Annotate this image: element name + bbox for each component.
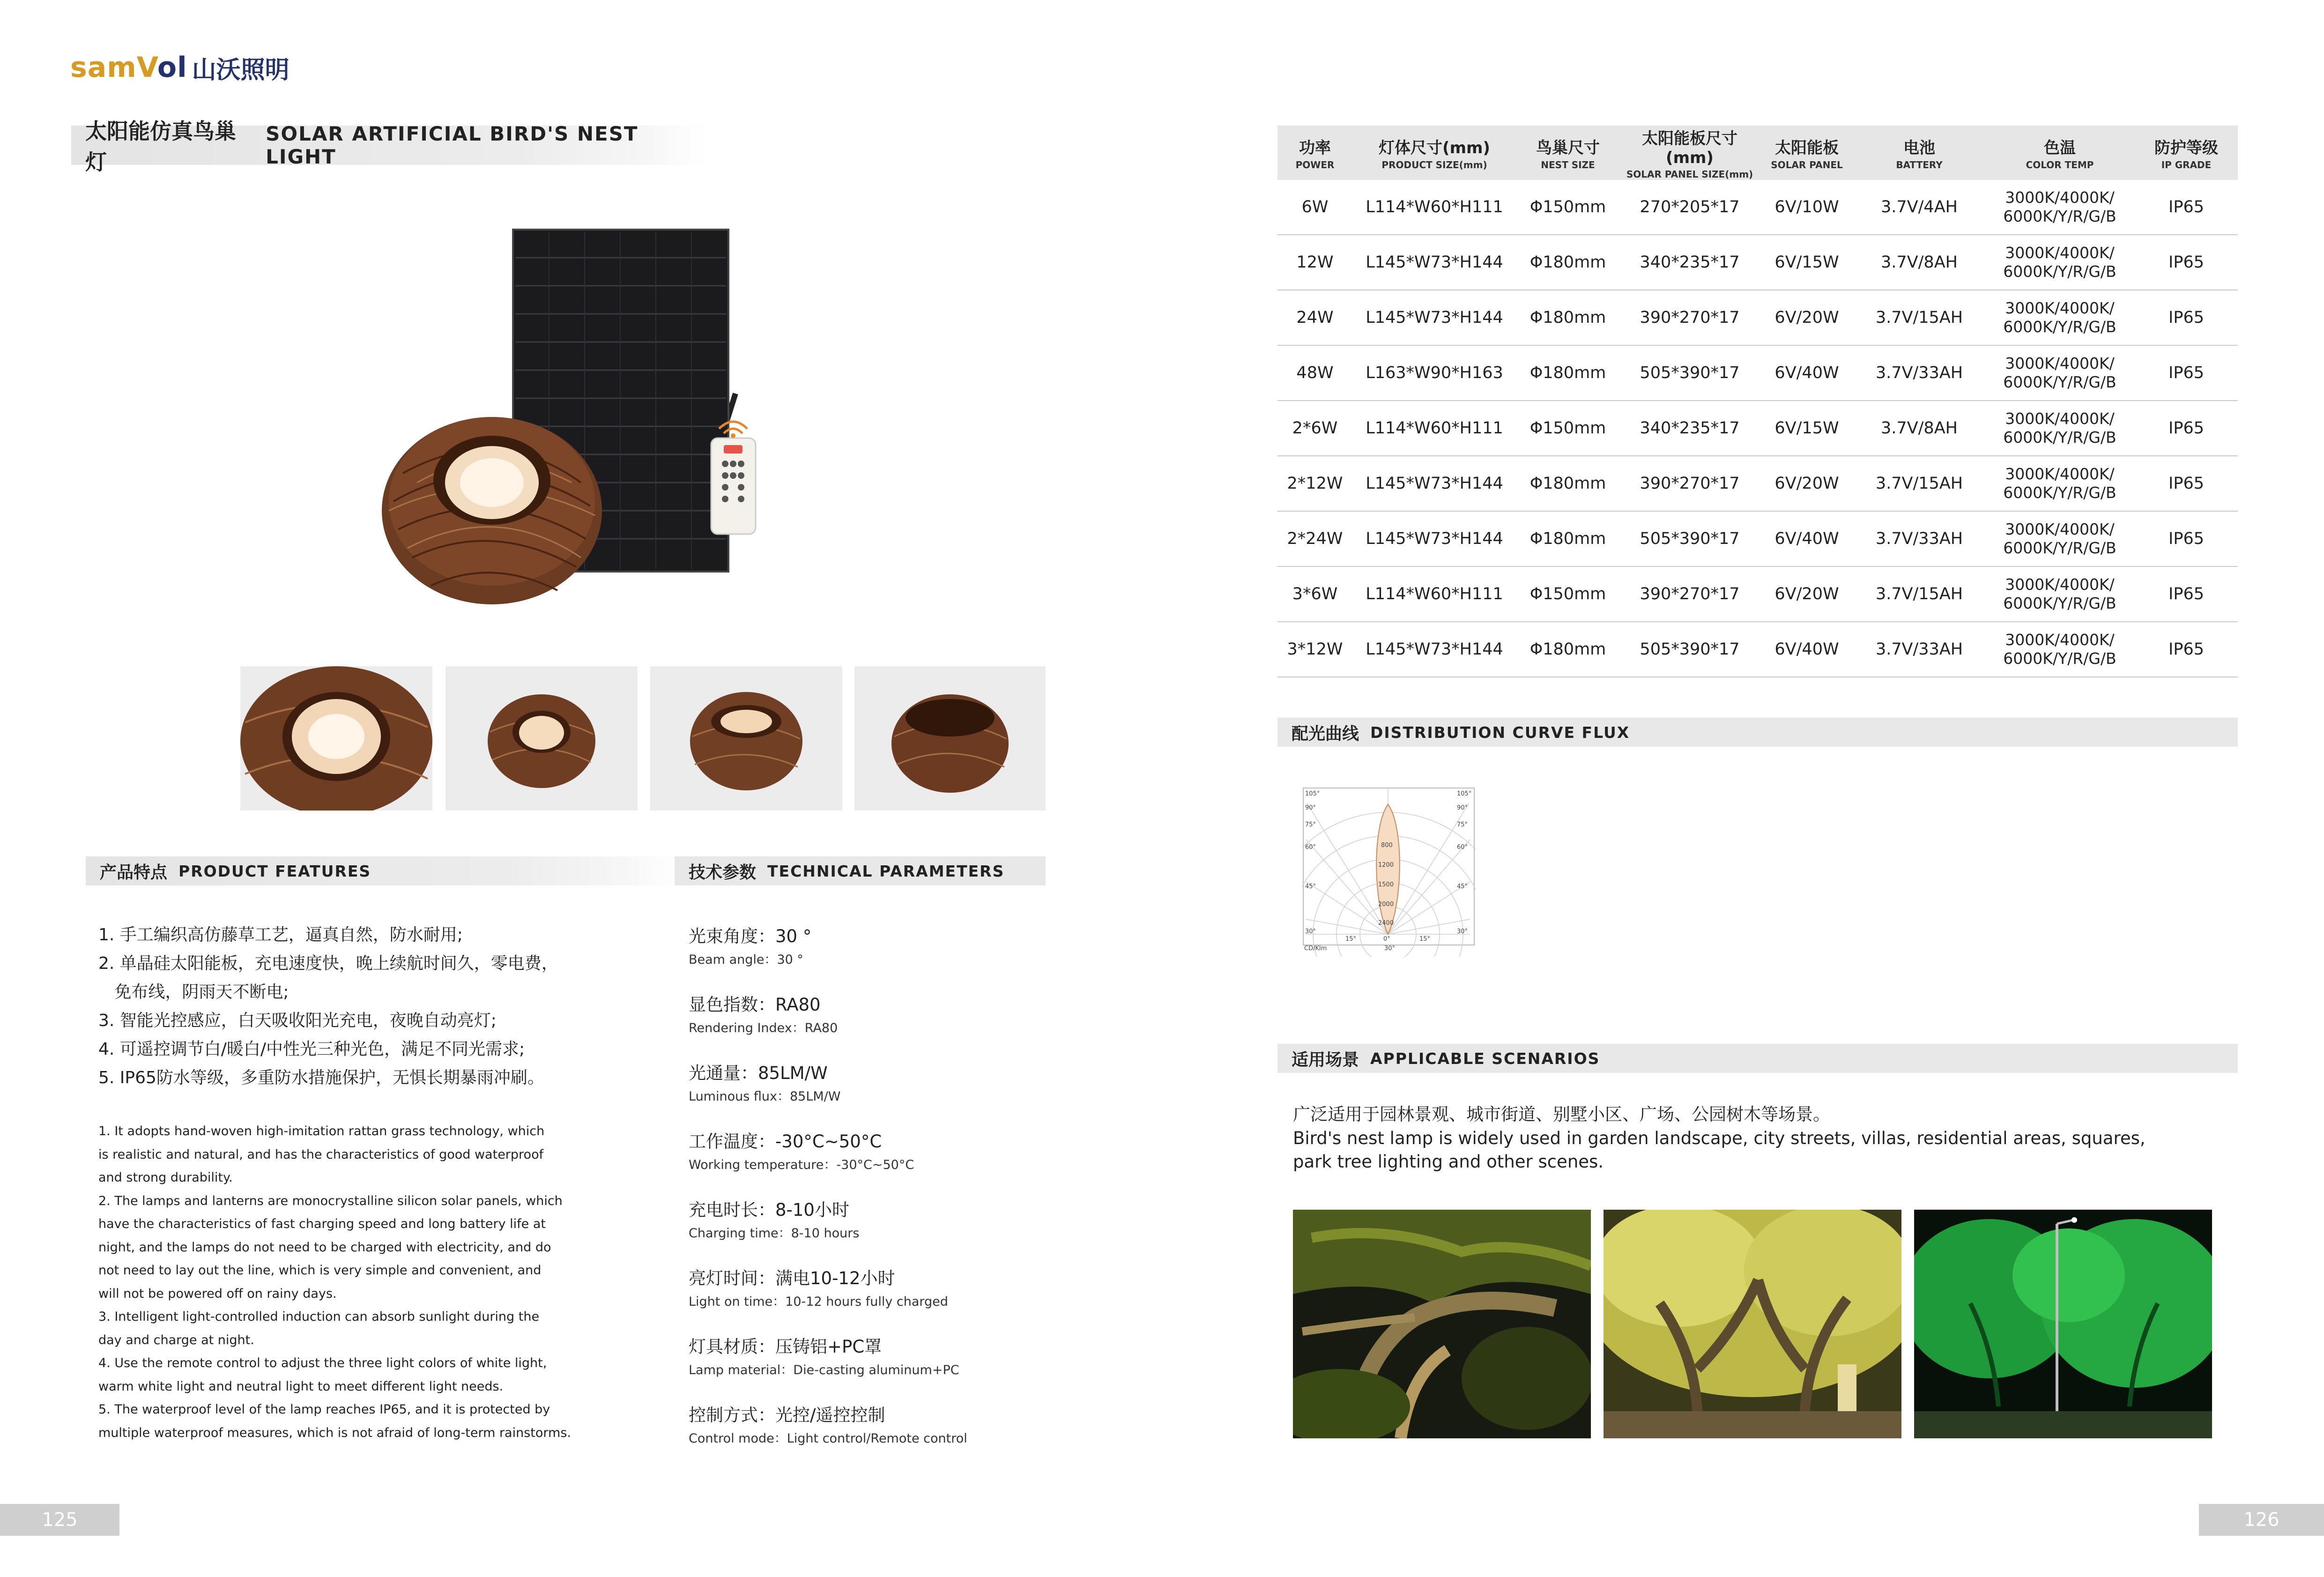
scene-photo-garden [1293, 1210, 1591, 1438]
nest-small-icon [445, 666, 638, 811]
feature-en-line: 2. The lamps and lanterns are monocrystalline silicon solar panels, which [98, 1193, 563, 1208]
feature-en-line: 3. Intelligent light-controlled induction can absorb sunlight during the [98, 1309, 540, 1324]
col-header: 电池 BATTERY [1854, 126, 1985, 180]
angle-label: 60° [1305, 844, 1316, 851]
brand-logo-cn: 山沃照明 [192, 56, 290, 84]
tech-param: 亮灯时间：满电10-12小时 Light on time：10-12 hours fully charged [689, 1268, 948, 1309]
table-row: 2*24W L145*W73*H144 Φ180mm 505*390*17 6V/40W 3.7V/33AH 3000K/4000K/ 6000K/Y/R/G/B IP65 [1277, 511, 2238, 566]
col-header: 防护等级 IP GRADE [2135, 126, 2238, 180]
angle-label: 0° [1383, 936, 1390, 943]
tech-param: 光束角度：30 ° Beam angle：30 ° [689, 926, 812, 967]
feature-en-line: and strong durability. [98, 1170, 233, 1185]
scenarios-text-cn: 广泛适用于园林景观、城市街道、别墅小区、广场、公园树木等场景。 [1293, 1104, 1830, 1124]
table-row: 24W L145*W73*H144 Φ180mm 390*270*17 6V/20W 3.7V/15AH 3000K/4000K/ 6000K/Y/R/G/B IP65 [1277, 290, 2238, 345]
scene-photo-street [1604, 1210, 1901, 1438]
table-row: 2*6W L114*W60*H111 Φ150mm 340*235*17 6V/15W 3.7V/8AH 3000K/4000K/ 6000K/Y/R/G/B IP65 [1277, 401, 2238, 456]
product-title-cn: 太阳能仿真鸟巢灯 [85, 119, 236, 175]
spec-table-header [1277, 126, 2238, 180]
distribution-header-en: DISTRIBUTION CURVE FLUX [1370, 723, 1630, 742]
distribution-header-cn: 配光曲线 [1292, 724, 1359, 744]
feature-en-line: not need to lay out the line, which is very simple and convenient, and [98, 1263, 542, 1278]
feature-cn-line: 5. IP65防水等级，多重防水措施保护，无惧长期暴雨冲刷。 [98, 1068, 544, 1087]
feature-cn-line: 3. 智能光控感应，白天吸收阳光充电，夜晚自动亮灯; [98, 1011, 497, 1030]
angle-label: 90° [1457, 804, 1468, 811]
angle-label: 30° [1457, 928, 1468, 935]
polar-curve [1302, 783, 1476, 957]
col-header: 太阳能板 SOLAR PANEL [1760, 126, 1854, 180]
angle-label: 45° [1457, 883, 1468, 890]
product-title-bar [71, 119, 708, 175]
garden-tree-photo [1293, 1210, 1591, 1438]
unit-label: CD/Klm [1304, 945, 1327, 952]
col-header: 功率 POWER [1277, 126, 1352, 180]
tech-param: 充电时长：8-10小时 Charging time：8-10 hours [689, 1200, 860, 1241]
features-en-list [98, 1120, 675, 1444]
angle-label: 105° [1457, 790, 1472, 797]
feature-cn-line: 4. 可遥控调节白/暖白/中性光三种光色，满足不同光需求; [98, 1040, 525, 1059]
brand-logo-en: samVol [70, 51, 187, 84]
feature-en-line: 4. Use the remote control to adjust the three light colors of white light, [98, 1356, 547, 1370]
angle-label: 105° [1305, 790, 1320, 797]
intensity-label: 2400 [1378, 920, 1394, 927]
scenarios-header-cn: 适用场景 [1292, 1050, 1359, 1070]
feature-en-line: 5. The waterproof level of the lamp reaches IP65, and it is protected by [98, 1402, 550, 1417]
nest-lit-icon [240, 666, 432, 811]
nest-side-icon [650, 666, 842, 811]
feature-en-line: night, and the lamps do not need to be charged with electricity, and do [98, 1240, 551, 1255]
park-tree-photo [1914, 1210, 2212, 1438]
angle-label: 15° [1419, 936, 1431, 943]
feature-en-line: 1. It adopts hand-woven high-imitation rattan grass technology, which [98, 1124, 545, 1138]
scenarios-text-en-2: park tree lighting and other scenes. [1293, 1152, 1604, 1172]
feature-cn-line: 免布线，阴雨天不断电; [98, 982, 289, 1002]
tech-header-en: TECHNICAL PARAMETERS [767, 862, 1005, 880]
tech-param: 显色指数：RA80 Rendering Index：RA80 [689, 995, 838, 1035]
spec-table [1277, 126, 2238, 677]
tech-param: 光通量：85LM/W Luminous flux：85LM/W [689, 1063, 841, 1104]
distribution-header [1277, 718, 2238, 747]
tech-param: 控制方式：光控/遥控控制 Control mode：Light control/Remote control [689, 1405, 967, 1446]
tech-param: 工作温度：-30°C~50°C Working temperature：-30°C~50°C [689, 1131, 914, 1172]
feature-en-line: multiple waterproof measures, which is not afraid of long-term rainstorms. [98, 1425, 571, 1440]
features-header-en: PRODUCT FEATURES [178, 862, 371, 880]
beam-label: 30° [1384, 945, 1396, 952]
angle-label: 45° [1305, 883, 1316, 890]
angle-label: 90° [1305, 804, 1316, 811]
tech-params-list [689, 922, 1035, 1469]
col-header: 鸟巢尺寸 NEST SIZE [1516, 126, 1619, 180]
tech-param: 灯具材质：压铸铝+PC罩 Lamp material：Die-casting aluminum+PC [689, 1337, 959, 1377]
feature-cn-line: 2. 单晶硅太阳能板，充电速度快，晚上续航时间久，零电费， [98, 954, 558, 973]
table-row: 3*12W L145*W73*H144 Φ180mm 505*390*17 6V/40W 3.7V/33AH 3000K/4000K/ 6000K/Y/R/G/B IP65 [1277, 622, 2238, 677]
spec-table-wrap [1277, 126, 2238, 677]
street-tree-photo [1604, 1210, 1901, 1438]
scenarios-header [1277, 1044, 2238, 1073]
features-header [86, 856, 681, 885]
intensity-label: 1200 [1378, 862, 1394, 869]
feature-en-line: warm white light and neutral light to meet different light needs. [98, 1379, 504, 1394]
product-main-image [375, 220, 796, 632]
table-row: 3*6W L114*W60*H111 Φ150mm 390*270*17 6V/20W 3.7V/15AH 3000K/4000K/ 6000K/Y/R/G/B IP65 [1277, 566, 2238, 622]
table-row: 2*12W L145*W73*H144 Φ180mm 390*270*17 6V/20W 3.7V/15AH 3000K/4000K/ 6000K/Y/R/G/B IP65 [1277, 456, 2238, 511]
angle-label: 75° [1305, 821, 1316, 828]
product-thumbnail [650, 666, 842, 811]
feature-cn-line: 1. 手工编织高仿藤草工艺，逼真自然，防水耐用; [98, 925, 463, 945]
scenarios-header-en: APPLICABLE SCENARIOS [1370, 1049, 1600, 1068]
page-number-right: 126 [2199, 1504, 2324, 1536]
page-number-left: 125 [0, 1504, 119, 1536]
tech-header-cn: 技术参数 [689, 863, 757, 882]
angle-label: 30° [1305, 928, 1316, 935]
product-title-en: SOLAR ARTIFICIAL BIRD'S NEST LIGHT [266, 122, 639, 168]
angle-label: 60° [1457, 844, 1468, 851]
table-row: 48W L163*W90*H163 Φ180mm 505*390*17 6V/40W 3.7V/33AH 3000K/4000K/ 6000K/Y/R/G/B IP65 [1277, 345, 2238, 401]
tech-header [675, 856, 1046, 885]
angle-label: 15° [1345, 936, 1357, 943]
feature-en-line: will not be powered off on rainy days. [98, 1286, 337, 1301]
angle-label: 75° [1457, 821, 1468, 828]
distribution-curve [1302, 783, 1476, 957]
features-cn-list [98, 921, 675, 1092]
col-header: 色温 COLOR TEMP [1985, 126, 2135, 180]
col-header: 太阳能板尺寸(mm) SOLAR PANEL SIZE(mm) [1619, 126, 1760, 180]
table-row: 12W L145*W73*H144 Φ180mm 340*235*17 6V/15W 3.7V/8AH 3000K/4000K/ 6000K/Y/R/G/B IP65 [1277, 235, 2238, 290]
scenarios-text-en-1: Bird's nest lamp is widely used in garden landscape, city streets, villas, residential areas, squares, [1293, 1128, 2146, 1148]
intensity-label: 800 [1381, 842, 1393, 849]
brand-logo [70, 49, 290, 86]
feature-en-line: have the characteristics of fast charging speed and long battery life at [98, 1217, 546, 1231]
table-row: 6W L114*W60*H111 Φ150mm 270*205*17 6V/10W 3.7V/4AH 3000K/4000K/ 6000K/Y/R/G/B IP65 [1277, 180, 2238, 235]
scene-photo-park [1914, 1210, 2212, 1438]
col-header: 灯体尺寸(mm) PRODUCT SIZE(mm) [1352, 126, 1516, 180]
product-illustration [375, 220, 796, 632]
feature-en-line: is realistic and natural, and has the characteristics of good waterproof [98, 1147, 544, 1162]
features-header-cn: 产品特点 [100, 863, 168, 882]
nest-top-icon [854, 666, 1046, 811]
intensity-label: 2000 [1378, 901, 1394, 908]
feature-en-line: day and charge at night. [98, 1332, 254, 1347]
intensity-label: 1500 [1378, 881, 1394, 888]
product-thumbnail [445, 666, 638, 811]
product-thumbnail [854, 666, 1046, 811]
product-thumbnail [240, 666, 432, 811]
